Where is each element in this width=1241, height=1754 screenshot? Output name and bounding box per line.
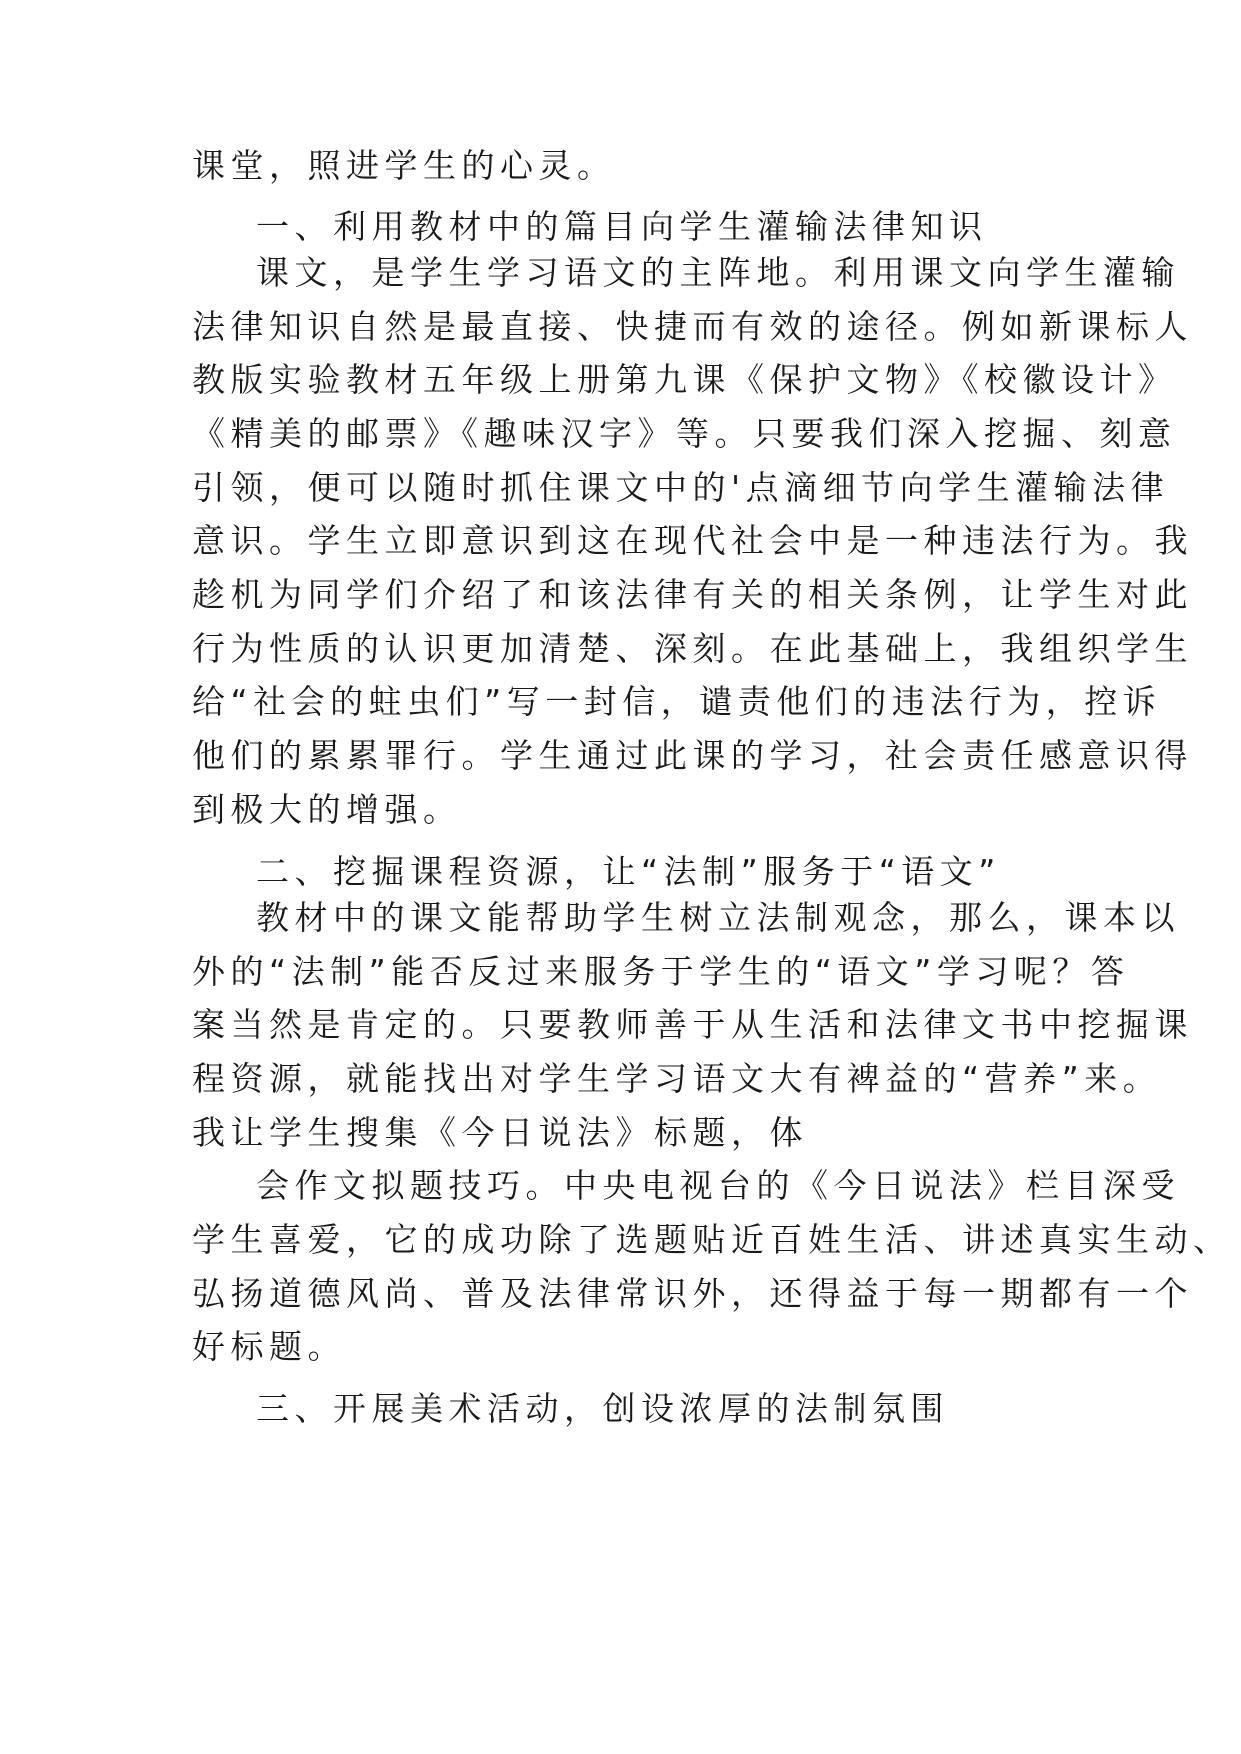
- text-line: 外的“法制”能否反过来服务于学生的“语文”学习呢？答: [192, 952, 1130, 991]
- text-line: 教版实验教材五年级上册第九课《保护文物》《校徽设计》: [192, 360, 1177, 399]
- section-heading: 二、挖掘课程资源，让“法制”服务于“语文”: [256, 852, 1001, 891]
- text-line: 教材中的课文能帮助学生树立法制观念，那么，课本以: [256, 898, 1180, 937]
- text-line: 程资源，就能找出对学生学习语文大有裨益的“营养”来。: [192, 1059, 1162, 1098]
- text-line: 好标题。: [192, 1327, 346, 1366]
- text-line: 他们的累累罪行。学生通过此课的学习，社会责任感意识得: [192, 736, 1193, 775]
- text-line: 会作文拟题技巧。中央电视台的《今日说法》栏目深受: [256, 1166, 1180, 1205]
- section-heading: 一、利用教材中的篇目向学生灌输法律知识: [256, 207, 988, 246]
- section-heading: 三、开展美术活动，创设浓厚的法制氛围: [256, 1389, 949, 1428]
- text-line: 给“社会的蛀虫们”写一封信，谴责他们的违法行为，控诉: [192, 682, 1162, 721]
- text-line: 我让学生搜集《今日说法》标题，体: [192, 1113, 808, 1152]
- text-line: 意识。学生立即意识到这在现代社会中是一种违法行为。我: [192, 521, 1193, 560]
- text-line: 引领，便可以随时抓住课文中的'点滴细节向学生灌输法律: [192, 468, 1170, 507]
- text-line: 课堂，照进学生的心灵。: [192, 146, 616, 185]
- text-line: 弘扬道德风尚、普及法律常识外，还得益于每一期都有一个: [192, 1274, 1193, 1313]
- text-line: 学生喜爱，它的成功除了选题贴近百姓生活、讲述真实生动、: [192, 1220, 1232, 1259]
- text-line: 行为性质的认识更加清楚、深刻。在此基础上，我组织学生: [192, 629, 1193, 668]
- text-line: 案当然是肯定的。只要教师善于从生活和法律文书中挖掘课: [192, 1005, 1193, 1044]
- text-line: 课文，是学生学习语文的主阵地。利用课文向学生灌输: [256, 253, 1180, 292]
- text-line: 到极大的增强。: [192, 790, 462, 829]
- text-line: 《精美的邮票》《趣味汉字》等。只要我们深入挖掘、刻意: [192, 414, 1177, 453]
- text-line: 法律知识自然是最直接、快捷而有效的途径。例如新课标人: [192, 307, 1193, 346]
- text-line: 趁机为同学们介绍了和该法律有关的相关条例，让学生对此: [192, 575, 1193, 614]
